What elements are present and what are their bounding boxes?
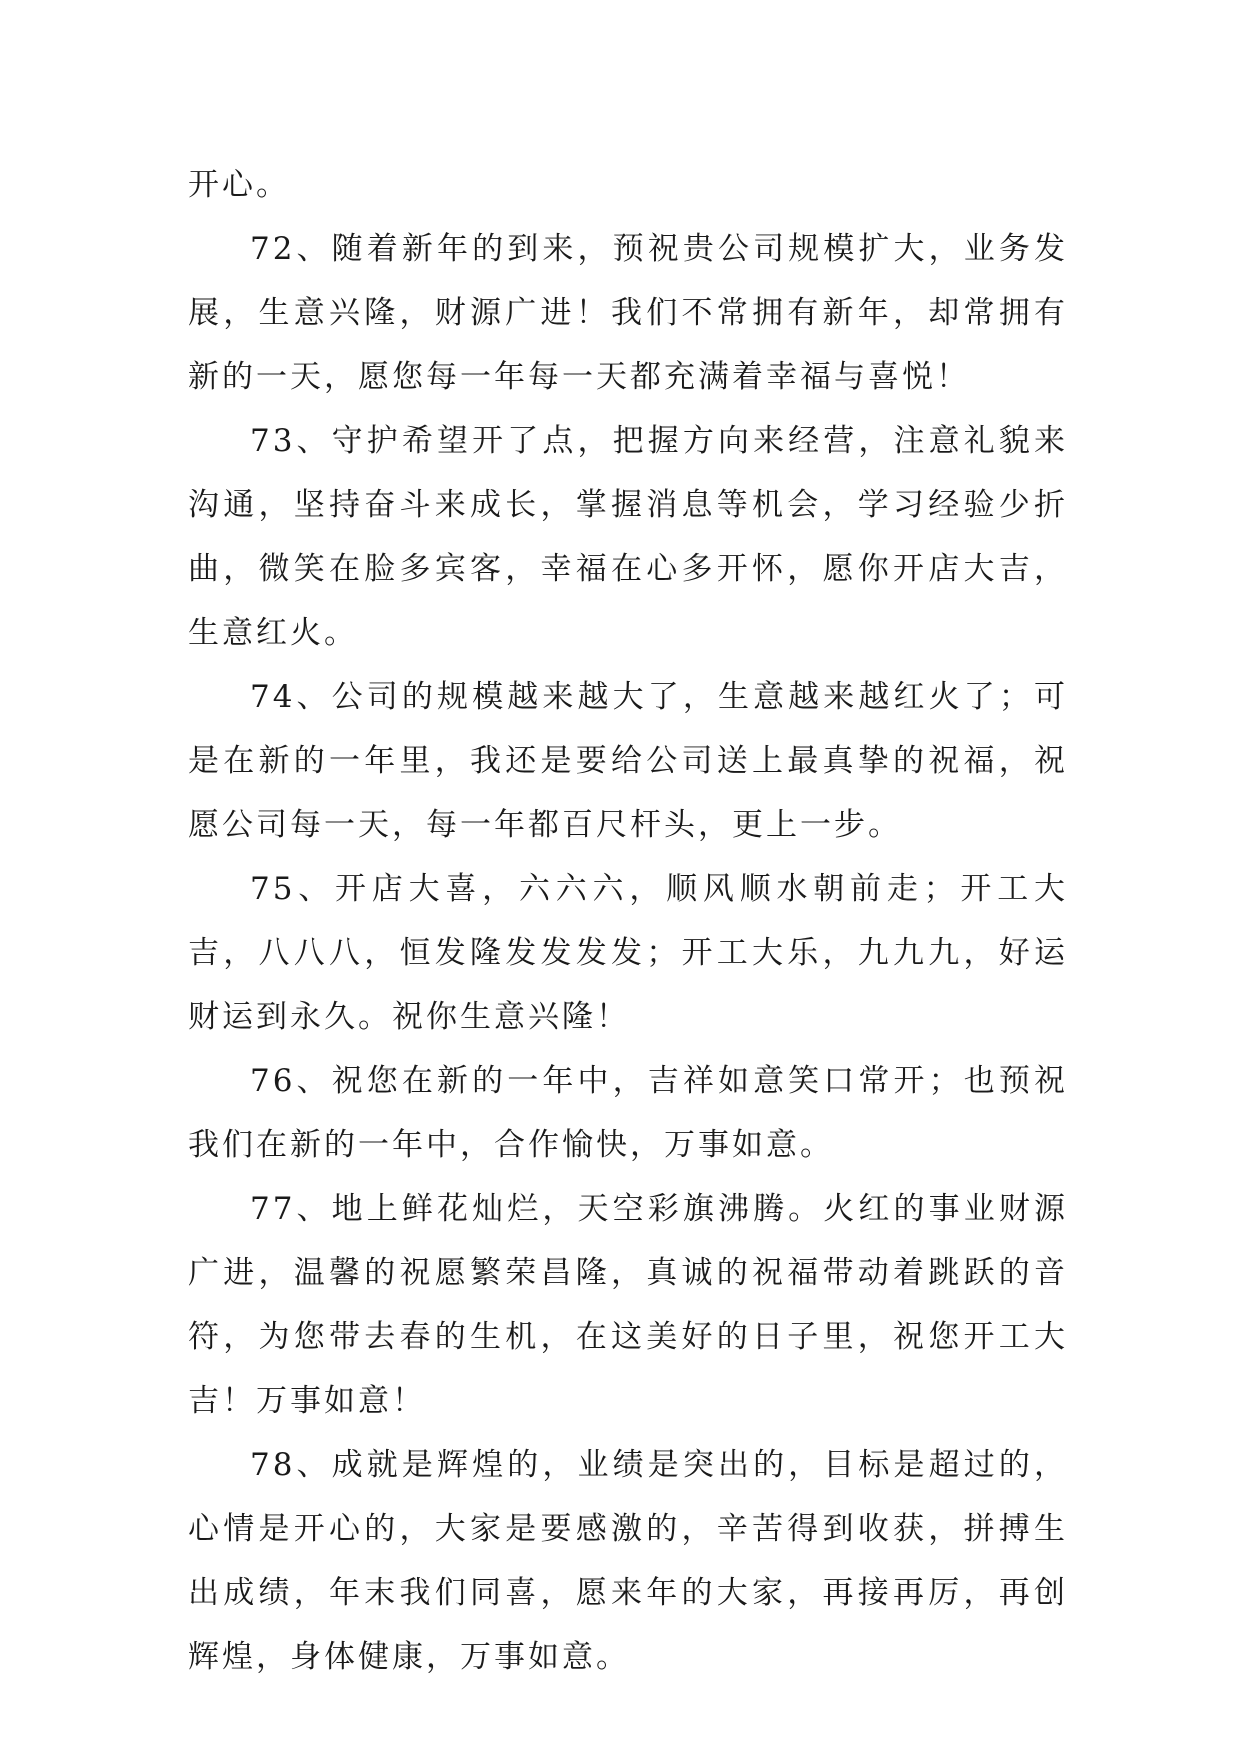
document-body (188, 153, 1068, 1689)
paragraph-73: 73、守护希望开了点，把握方向来经营，注意礼貌来沟通，坚持奋斗来成长，掌握消息等机会，学习经验少折曲，微笑在脸多宾客，幸福在心多开怀，愿你开店大吉，生意红火。 (188, 423, 1068, 651)
paragraph-77: 77、地上鲜花灿烂，天空彩旗沸腾。火红的事业财源广进，温馨的祝愿繁荣昌隆，真诚的祝福带动着跳跃的音符，为您带去春的生机，在这美好的日子里，祝您开工大吉！万事如意！ (188, 1191, 1068, 1419)
paragraph-75: 75、开店大喜，六六六，顺风顺水朝前走；开工大吉，八八八，恒发隆发发发发；开工大乐，九九九，好运财运到永久。祝你生意兴隆！ (188, 871, 1068, 1035)
paragraph-76: 76、祝您在新的一年中，吉祥如意笑口常开；也预祝我们在新的一年中，合作愉快，万事如意。 (188, 1063, 1068, 1163)
paragraph-continuation: 开心。 (188, 167, 290, 203)
paragraph-78: 78、成就是辉煌的，业绩是突出的，目标是超过的，心情是开心的，大家是要感激的，辛苦得到收获，拼搏生出成绩，年末我们同喜，愿来年的大家，再接再厉，再创辉煌，身体健康，万事如意。 (188, 1447, 1068, 1675)
paragraph-74: 74、公司的规模越来越大了，生意越来越红火了；可是在新的一年里，我还是要给公司送上最真挚的祝福，祝愿公司每一天，每一年都百尺杆头，更上一步。 (188, 679, 1068, 843)
paragraph-72: 72、随着新年的到来，预祝贵公司规模扩大，业务发展，生意兴隆，财源广进！我们不常拥有新年，却常拥有新的一天，愿您每一年每一天都充满着幸福与喜悦！ (188, 231, 1068, 395)
